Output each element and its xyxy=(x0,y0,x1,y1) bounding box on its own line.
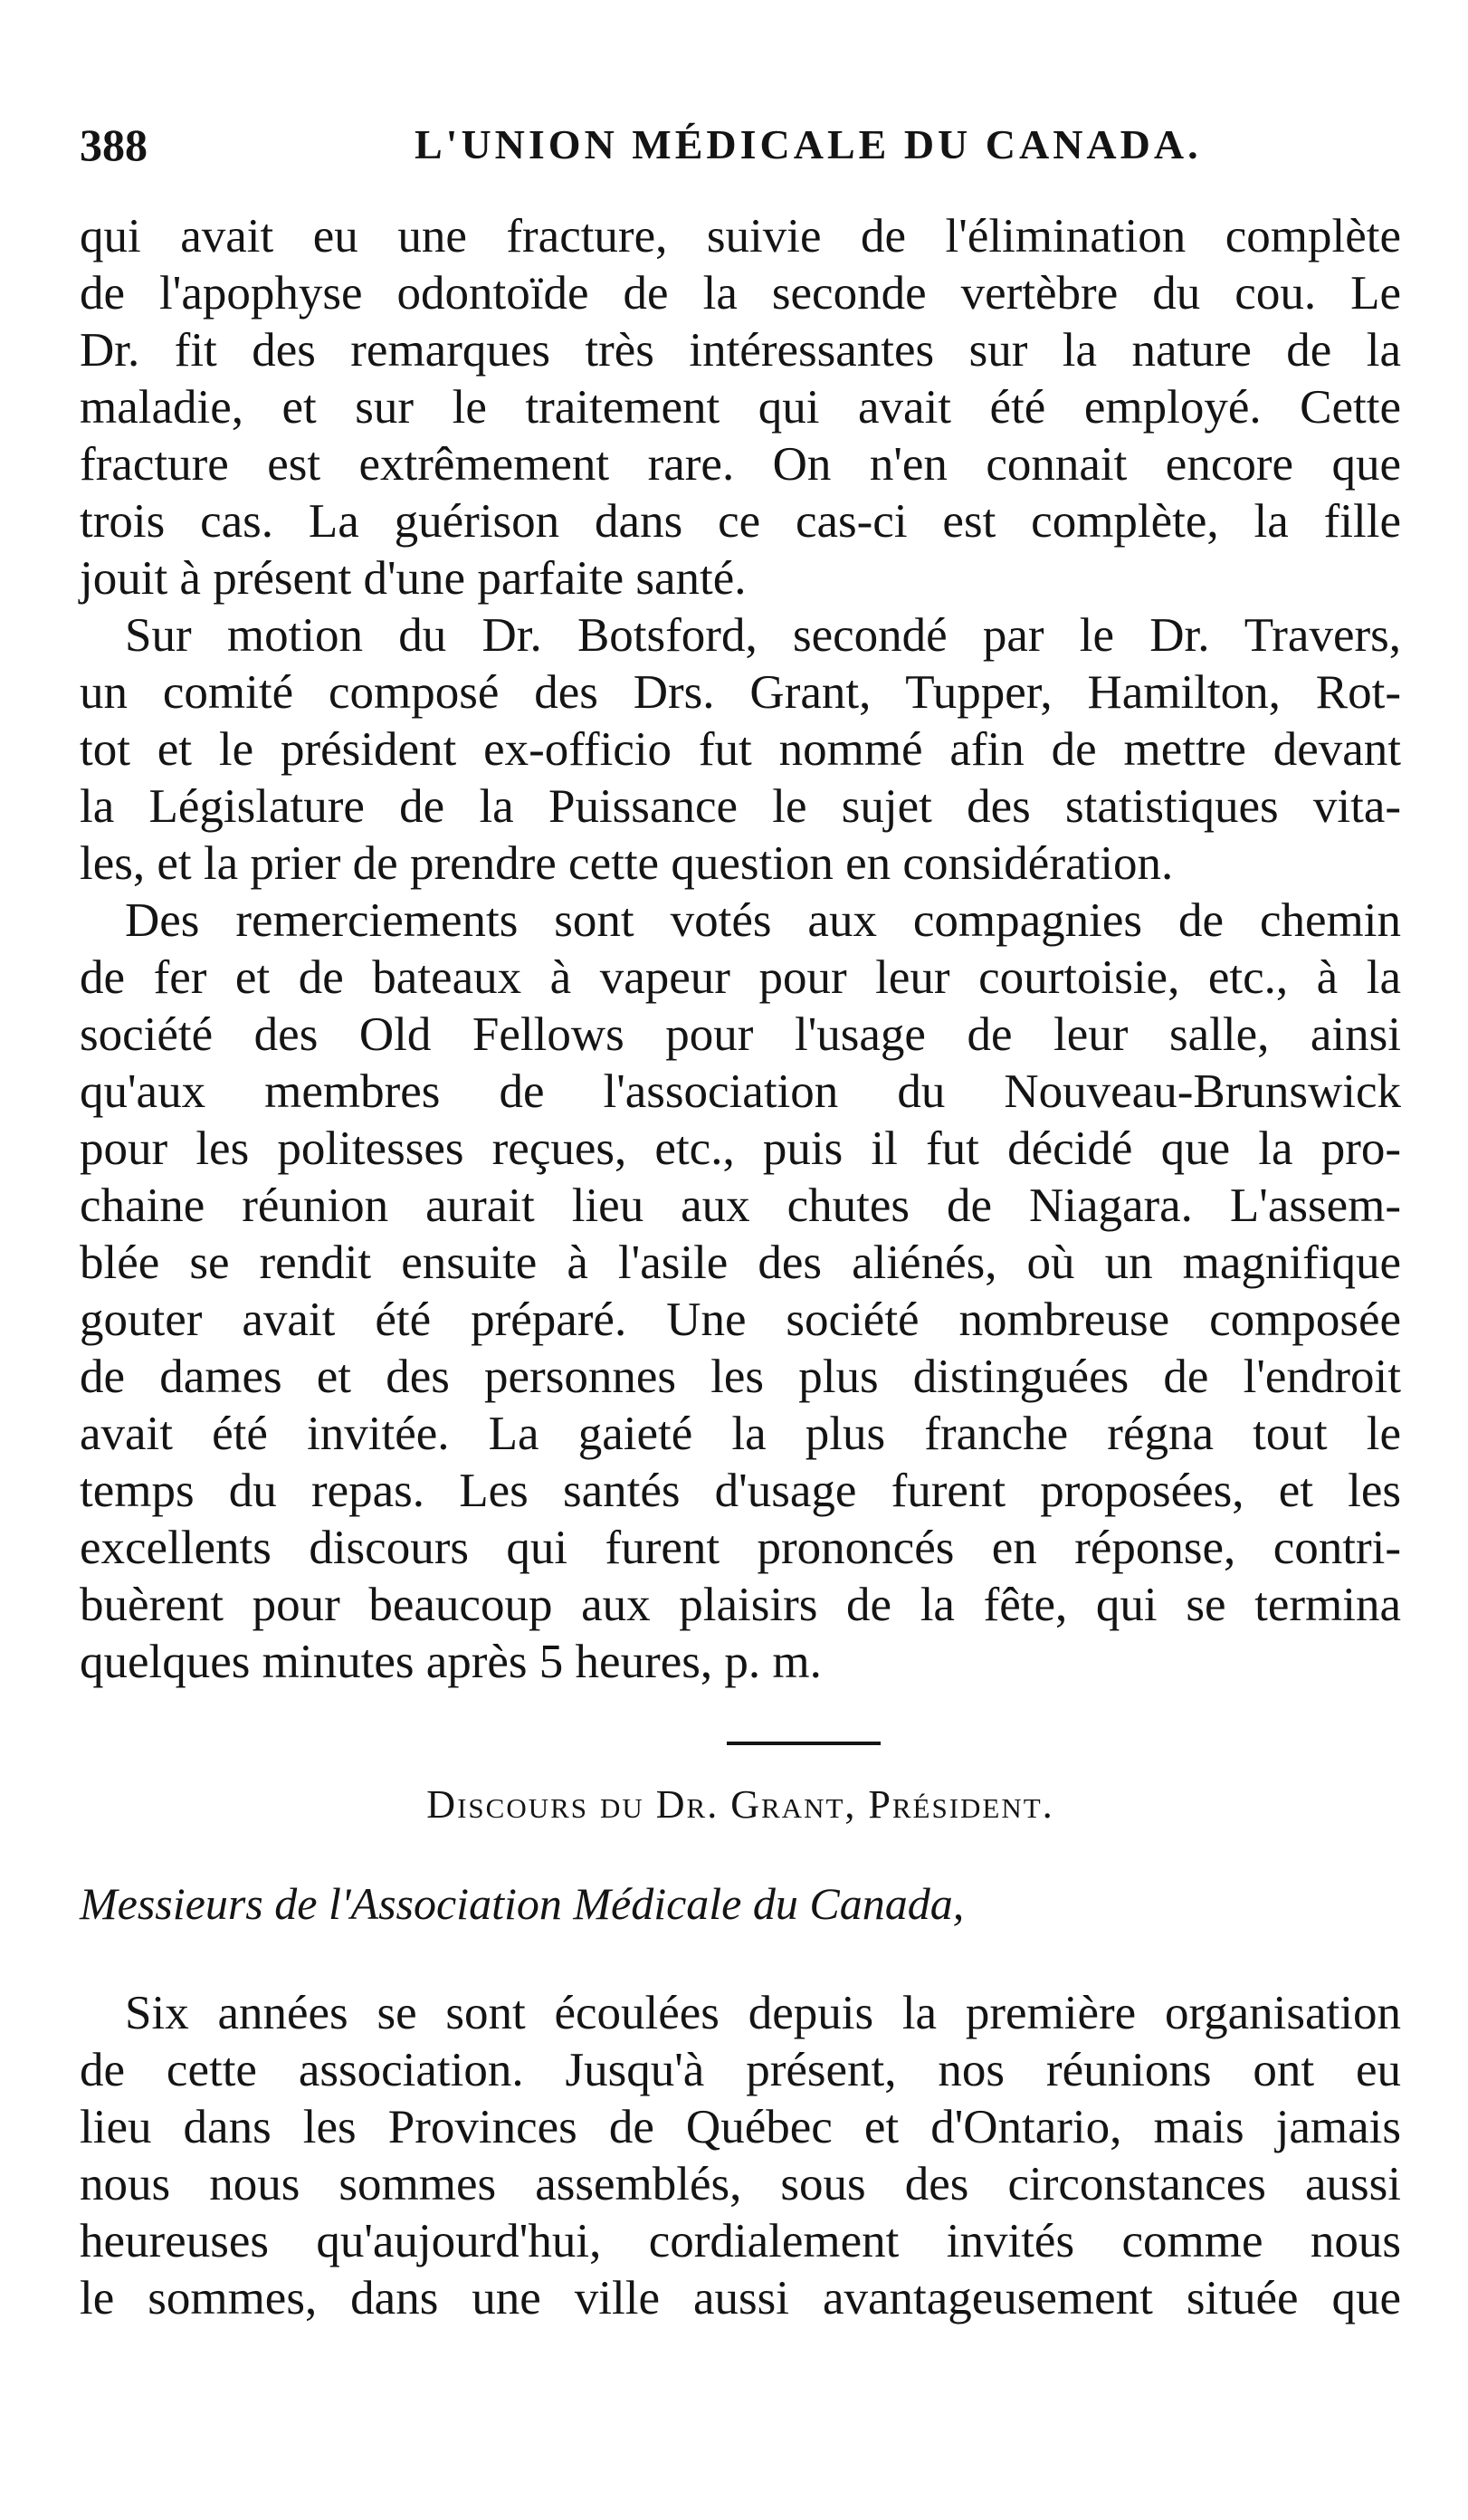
text-line: quelques minutes après 5 heures, p. m. xyxy=(80,1636,822,1688)
page-number: 388 xyxy=(80,119,148,170)
text-line: Des remerciements sont votés aux compagnies de chemin xyxy=(125,894,1401,947)
text-line: de l'apophyse odontoïde de la seconde vertèbre du cou. Le xyxy=(80,267,1401,320)
paragraph-committee-motion xyxy=(80,607,1401,892)
text-line: tot et le président ex-officio fut nommé afin de mettre devant xyxy=(80,723,1401,776)
text-line: de fer et de bateaux à vapeur pour leur courtoisie, etc., à la xyxy=(80,951,1401,1004)
text-line: pour les politesses reçues, etc., puis il fut décidé que la pro- xyxy=(80,1122,1401,1175)
paragraph-thanks-and-adjournment xyxy=(80,892,1401,1691)
text-line: Six années se sont écoulées depuis la première organisation xyxy=(125,1987,1401,2039)
text-line: de dames et des personnes les plus distinguées de l'endroit xyxy=(80,1351,1401,1403)
text-line: Sur motion du Dr. Botsford, secondé par le Dr. Travers, xyxy=(125,609,1401,662)
text-line: heureuses qu'aujourd'hui, cordialement invités comme nous xyxy=(80,2215,1401,2267)
text-line: trois cas. La guérison dans ce cas-ci est complète, la fille xyxy=(80,495,1401,548)
text-line: qui avait eu une fracture, suivie de l'élimination complète xyxy=(80,210,1401,262)
running-head xyxy=(80,109,1401,181)
section-heading: Discours du Dr. Grant, Président. xyxy=(426,1782,1054,1827)
text-line: le sommes, dans une ville aussi avantageusement située que xyxy=(80,2272,1401,2324)
text-line: avait été invitée. La gaieté la plus franche régna tout le xyxy=(80,1408,1401,1460)
text-line: la Législature de la Puissance le sujet des statistiques vita- xyxy=(80,780,1401,833)
text-line: chaine réunion aurait lieu aux chutes de Niagara. L'assem- xyxy=(80,1179,1401,1232)
section-separator-rule xyxy=(727,1742,881,1745)
salutation: Messieurs de l'Association Médicale du Canada, xyxy=(80,1878,965,1929)
text-line: jouit à présent d'une parfaite santé. xyxy=(80,552,747,605)
journal-title: L'UNION MÉDICALE DU CANADA. xyxy=(415,121,1202,167)
book-page xyxy=(80,109,1401,2327)
text-line: fracture est extrêmement rare. On n'en connait encore que xyxy=(80,438,1401,491)
text-line: buèrent pour beaucoup aux plaisirs de la fête, qui se termina xyxy=(80,1579,1401,1631)
text-line: temps du repas. Les santés d'usage furent proposées, et les xyxy=(80,1465,1401,1517)
text-line: nous nous sommes assemblés, sous des circonstances aussi xyxy=(80,2158,1401,2210)
paragraph-fracture-case xyxy=(80,208,1401,607)
paragraph-presidential-address xyxy=(80,1985,1401,2327)
text-line: lieu dans les Provinces de Québec et d'Ontario, mais jamais xyxy=(80,2101,1401,2153)
text-line: société des Old Fellows pour l'usage de leur salle, ainsi xyxy=(80,1008,1401,1061)
text-line: les, et la prier de prendre cette question en considération. xyxy=(80,837,1174,890)
text-line: Dr. fit des remarques très intéressantes sur la nature de la xyxy=(80,324,1401,377)
text-line: excellents discours qui furent prononcés en réponse, contri- xyxy=(80,1522,1401,1574)
text-line: maladie, et sur le traitement qui avait été employé. Cette xyxy=(80,381,1401,434)
text-line: un comité composé des Drs. Grant, Tupper, Hamilton, Rot- xyxy=(80,666,1401,719)
text-line: gouter avait été préparé. Une société nombreuse composée xyxy=(80,1293,1401,1346)
text-line: blée se rendit ensuite à l'asile des aliénés, où un magnifique xyxy=(80,1236,1401,1289)
text-line: qu'aux membres de l'association du Nouveau-Brunswick xyxy=(80,1065,1401,1118)
text-line: de cette association. Jusqu'à présent, nos réunions ont eu xyxy=(80,2044,1401,2096)
